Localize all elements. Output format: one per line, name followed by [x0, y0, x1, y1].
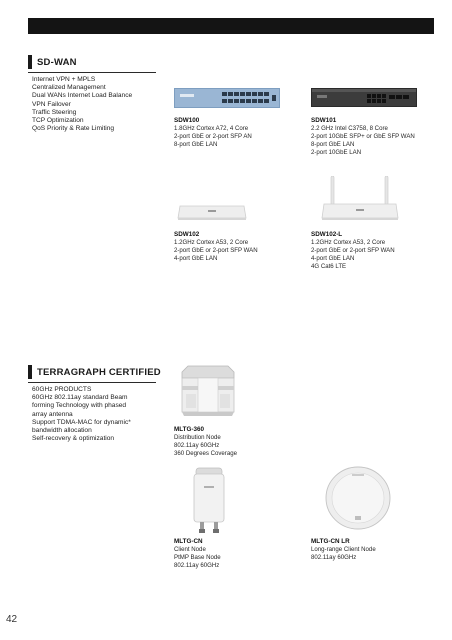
sdw100-spec [174, 117, 252, 149]
sdwan-heading [28, 55, 77, 69]
feature-item: QoS Priority & Rate Limiting [32, 125, 115, 133]
header-bar [28, 18, 434, 34]
product-name: SDW102 [174, 231, 200, 238]
terragraph-title: TERRAGRAPH CERTIFIED [37, 366, 161, 378]
spec-line: Long-range Client Node [311, 546, 376, 553]
feature-item: Dual WANs Internet Load Balance [32, 92, 133, 100]
sdw101-spec [311, 117, 415, 157]
spec-line: 8-port GbE LAN [311, 141, 355, 148]
sdw102-image [176, 200, 248, 227]
feature-item: Traffic Steering [32, 108, 77, 116]
feature-item: Centralized Management [32, 84, 106, 92]
mltgcnlr-image [322, 464, 394, 537]
spec-line: 802.11ay 60GHz [174, 442, 220, 449]
spec-line: Client Node [174, 546, 206, 553]
terragraph-heading [28, 365, 161, 379]
spec-line: 2-port 10GbE LAN [311, 149, 362, 156]
product-name: SDW100 [174, 117, 200, 124]
product-name: MLTG-360 [174, 426, 204, 433]
sdwan-section [28, 55, 133, 133]
spec-line: 2-port GbE or 2-port SFP WAN [174, 247, 258, 254]
spec-line: 2-port GbE or 2-port SFP AN [174, 133, 252, 140]
spec-line: 2.2 GHz Intel C3758, 8 Core [311, 125, 388, 132]
spec-line: 802.11ay 60GHz [174, 562, 220, 569]
spec-line: 1.8GHz Cortex A72, 4 Core [174, 125, 249, 132]
sdwan-feature-list [32, 76, 132, 133]
feature-item: array antenna [32, 410, 73, 418]
page-number: 42 [6, 614, 18, 625]
heading-accent [28, 365, 32, 379]
spec-line: 802.11ay 60GHz [311, 554, 357, 561]
feature-item: 60GHz 802.11ay standard Beam [32, 394, 128, 402]
section-divider [28, 72, 156, 73]
product-name: SDW102-L [311, 231, 343, 238]
feature-item: 60GHz PRODUCTS [32, 386, 92, 393]
mltgcnlr-spec [311, 538, 376, 562]
sdw100-image [174, 88, 280, 113]
terragraph-section [28, 365, 161, 443]
feature-item: Self-recovery & optimization [32, 435, 115, 443]
spec-line: Distribution Node [174, 434, 221, 441]
mltg360-image [176, 364, 240, 423]
feature-item: VPN Failover [32, 100, 71, 108]
feature-item: bandwidth allocation [32, 427, 92, 435]
heading-accent [28, 55, 32, 69]
mltg360-spec [174, 426, 237, 458]
spec-line: 4-port GbE LAN [311, 255, 355, 262]
section-divider [28, 382, 156, 383]
spec-line: 1.2GHz Cortex A53, 2 Core [174, 239, 249, 246]
spec-line: 4G Cat6 LTE [311, 263, 347, 270]
sdw101-image [311, 88, 417, 112]
feature-item: Support TDMA-MAC for dynamic* [32, 418, 131, 426]
feature-item: TCP Optimization [32, 117, 84, 125]
mltgcn-image [190, 466, 228, 543]
terragraph-feature-list [32, 386, 131, 443]
sdw102l-spec [311, 231, 395, 271]
spec-line: 2-port 10GbE SFP+ or GbE SFP WAN [311, 133, 415, 140]
sdwan-title: SD-WAN [37, 56, 77, 68]
product-name: MLTG-CN LR [311, 538, 350, 545]
spec-line: 360 Degrees Coverage [174, 450, 238, 457]
product-name: MLTG-CN [174, 538, 203, 545]
sdw102-spec [174, 231, 258, 263]
spec-line: 4-port GbE LAN [174, 255, 218, 262]
product-name: SDW101 [311, 117, 337, 124]
spec-line: 1.2GHz Cortex A53, 2 Core [311, 239, 386, 246]
spec-line: 8-port GbE LAN [174, 141, 218, 148]
feature-item: forming Technology with phased [32, 402, 127, 410]
sdw102l-image [318, 176, 402, 227]
spec-line: 2-port GbE or 2-port SFP WAN [311, 247, 395, 254]
feature-item: Internet VPN + MPLS [32, 76, 96, 83]
mltgcn-spec [174, 538, 221, 570]
spec-line: PtMP Base Node [174, 554, 221, 561]
